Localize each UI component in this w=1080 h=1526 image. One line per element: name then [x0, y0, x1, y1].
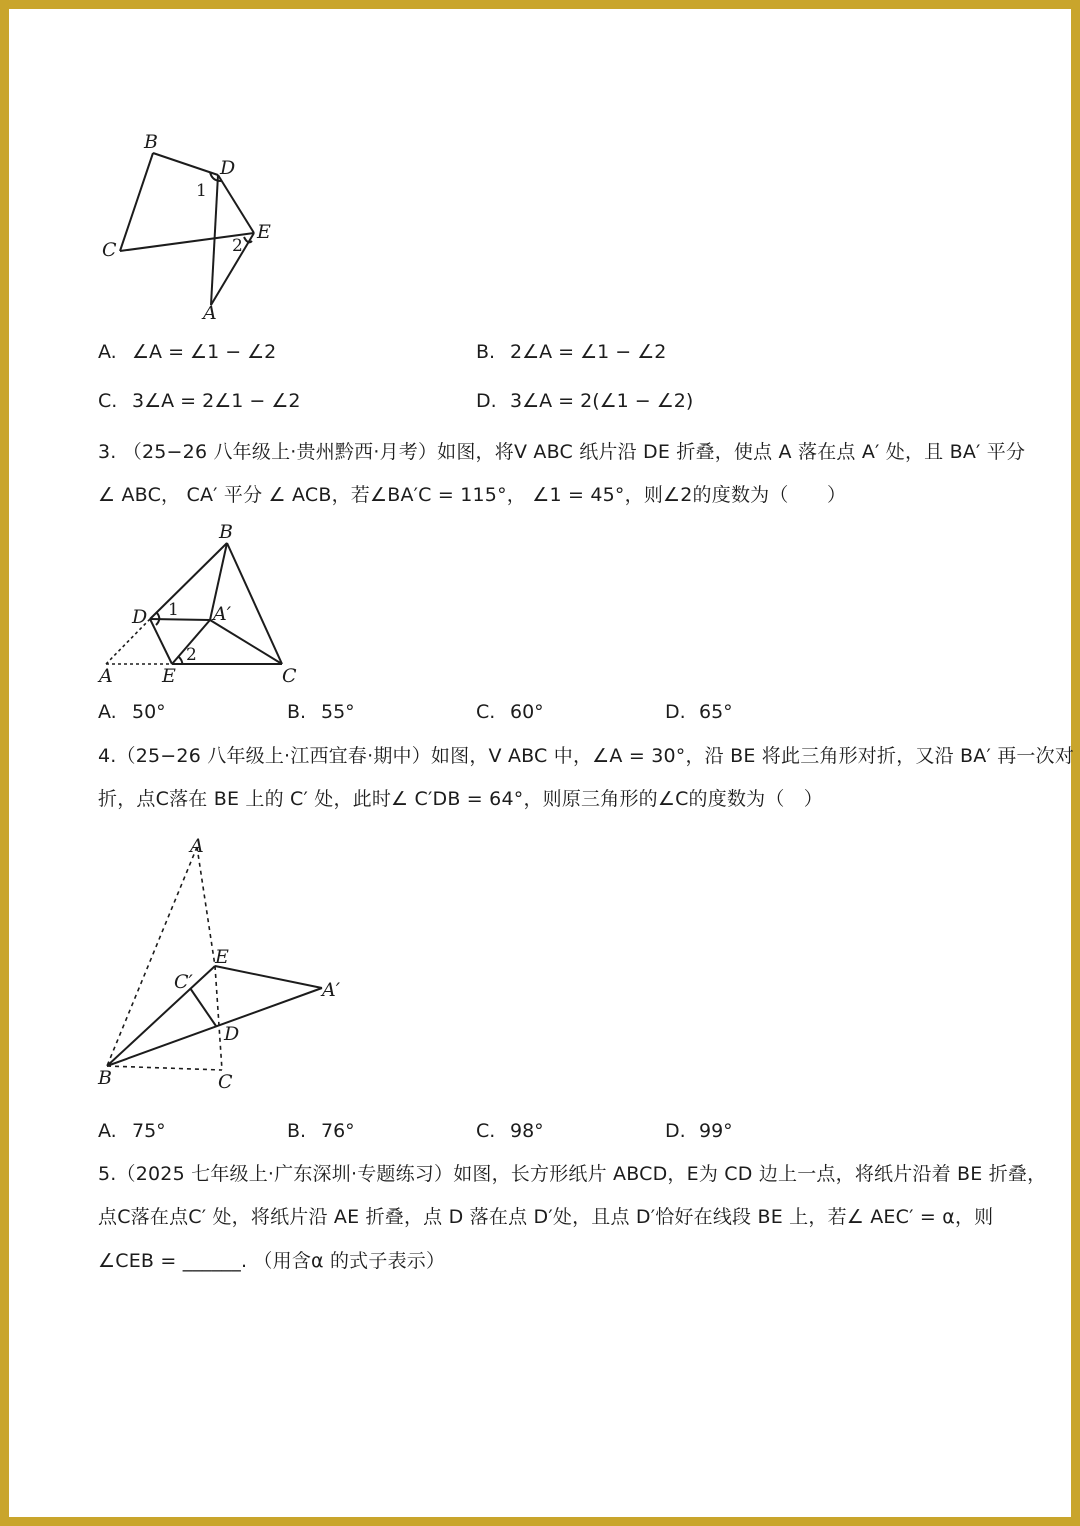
label-C: C: [102, 239, 117, 261]
segment-DA: [211, 175, 218, 305]
label-A: A: [99, 665, 113, 687]
label-angle-2: 2: [186, 645, 197, 665]
q3-option-d[interactable]: [665, 700, 733, 724]
label-B: B: [144, 131, 158, 153]
option-label: A.: [98, 341, 117, 363]
q3-figure-svg: [90, 515, 310, 690]
segment-CprimeD: [190, 988, 216, 1026]
label-angle-1: 1: [168, 600, 179, 620]
q2-figure-svg: [90, 125, 290, 325]
option-label: B.: [287, 1120, 307, 1142]
q2-option-c[interactable]: [98, 389, 300, 413]
option-label: C.: [98, 390, 118, 412]
option-text: 75°: [132, 1120, 166, 1142]
segment-BAprime: [107, 988, 322, 1066]
q2-option-b[interactable]: [476, 340, 666, 364]
option-text: 99°: [699, 1120, 733, 1142]
angle-2-arc: [178, 656, 182, 664]
q5-stem-line3: ∠CEB = ______. （用含α 的式子表示）: [98, 1250, 446, 1272]
option-text: 3∠A = 2∠1 − ∠2: [132, 390, 301, 412]
label-A: A: [203, 302, 217, 324]
label-D: D: [220, 157, 236, 179]
q4-figure: [90, 830, 360, 1100]
option-text: 2∠A = ∠1 − ∠2: [510, 341, 667, 363]
option-text: 76°: [321, 1120, 355, 1142]
segment-BC: [227, 543, 282, 664]
segment-BC: [120, 153, 153, 251]
option-text: 65°: [699, 701, 733, 723]
q3-option-a[interactable]: [98, 700, 166, 724]
label-B: B: [219, 521, 233, 543]
option-label: A.: [98, 701, 117, 723]
label-A: A: [190, 835, 204, 857]
label-Aprime: A′: [213, 603, 232, 625]
option-text: ∠A = ∠1 − ∠2: [132, 341, 277, 363]
q4-stem-line1: 4.（25−26 八年级上·江西宜春·期中）如图，V ABC 中，∠A = 30°，沿 BE 将此三角形对折，又沿 BA′ 再一次对: [98, 745, 1075, 767]
label-C: C: [282, 665, 297, 687]
q3-stem-line1: 3. （25−26 八年级上·贵州黔西·月考）如图，将V ABC 纸片沿 DE 折叠，使点 A 落在点 A′ 处，且 BA′ 平分: [98, 441, 1026, 463]
label-B: B: [98, 1067, 112, 1089]
option-text: 55°: [321, 701, 355, 723]
option-label: C.: [476, 701, 496, 723]
q3-figure: [90, 515, 310, 690]
q3-stem-line2: ∠ ABC， CA′ 平分 ∠ ACB，若∠BA′C = 115°， ∠1 = 45°，则∠2的度数为（ ）: [98, 484, 847, 506]
option-label: B.: [287, 701, 307, 723]
q3-option-c[interactable]: [476, 700, 544, 724]
q4-option-d[interactable]: [665, 1119, 733, 1143]
label-E: E: [215, 946, 229, 968]
segment-BD: [153, 153, 218, 175]
segment-AB-dashed: [107, 847, 197, 1066]
q4-option-c[interactable]: [476, 1119, 544, 1143]
segment-AE-dashed: [197, 847, 215, 966]
q4-option-b[interactable]: [287, 1119, 355, 1143]
segment-BC-dashed: [107, 1066, 222, 1070]
option-label: D.: [665, 1120, 686, 1142]
option-label: A.: [98, 1120, 117, 1142]
q5-stem-line2: 点C落在点C′ 处，将纸片沿 AE 折叠，点 D 落在点 D′处，且点 D′恰好在线段 BE 上，若∠ AEC′ = α，则: [98, 1206, 994, 1228]
option-text: 60°: [510, 701, 544, 723]
option-label: B.: [476, 341, 496, 363]
label-D: D: [224, 1023, 240, 1045]
label-E: E: [162, 665, 176, 687]
label-E: E: [257, 221, 271, 243]
label-Aprime: A′: [322, 979, 341, 1001]
option-text: 50°: [132, 701, 166, 723]
option-label: D.: [476, 390, 497, 412]
segment-EC-dashed: [215, 966, 222, 1070]
q2-figure: [90, 125, 290, 325]
label-angle-2: 2: [232, 236, 243, 256]
label-C: C: [218, 1071, 233, 1093]
label-angle-1: 1: [196, 181, 207, 201]
segment-BE: [107, 966, 215, 1066]
q4-figure-svg: [90, 830, 360, 1100]
label-D: D: [132, 606, 148, 628]
label-Cprime: C′: [174, 971, 193, 993]
q3-option-b[interactable]: [287, 700, 355, 724]
option-text: 98°: [510, 1120, 544, 1142]
segment-DE: [218, 175, 254, 233]
option-text: 3∠A = 2(∠1 − ∠2): [510, 390, 694, 412]
q4-stem-line2: 折，点C落在 BE 上的 C′ 处，此时∠ C′DB = 64°，则原三角形的∠C的度数为（ ）: [98, 788, 823, 810]
segment-EAprime: [215, 966, 322, 988]
segment-DE: [150, 619, 172, 664]
q2-option-a[interactable]: [98, 340, 276, 364]
option-label: D.: [665, 701, 686, 723]
option-label: C.: [476, 1120, 496, 1142]
q5-stem-line1: 5.（2025 七年级上·广东深圳·专题练习）如图，长方形纸片 ABCD，E为 CD 边上一点，将纸片沿着 BE 折叠，: [98, 1163, 1047, 1185]
q2-option-d[interactable]: [476, 389, 693, 413]
q4-option-a[interactable]: [98, 1119, 166, 1143]
